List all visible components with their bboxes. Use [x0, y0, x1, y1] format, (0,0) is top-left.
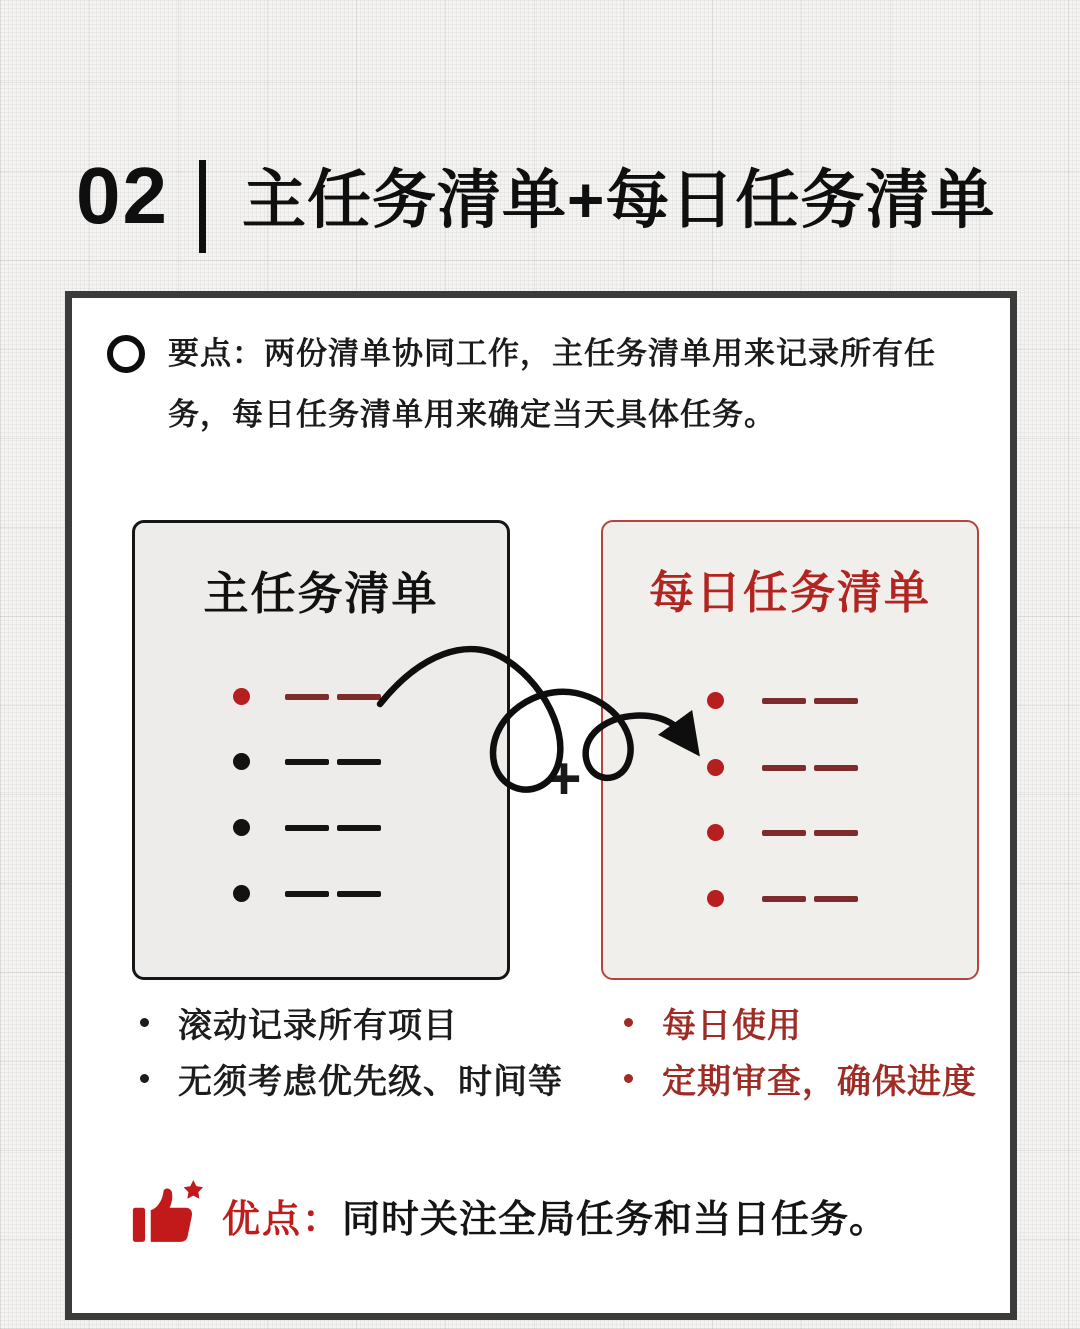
- curly-transfer-arrow-icon: [360, 616, 710, 816]
- bullet-dot-icon: [233, 753, 250, 770]
- dash-line: [337, 891, 381, 897]
- bullet-dot-icon: [624, 1018, 633, 1027]
- advantage-row: [128, 1176, 888, 1254]
- dash-line: [814, 830, 858, 836]
- dash-line: [762, 896, 806, 902]
- bullet-dot-icon: [707, 824, 724, 841]
- bullet-dot-icon: [233, 688, 250, 705]
- bullet-dot-icon: [624, 1074, 633, 1083]
- master-list-note-2: 无须考虑优先级、时间等: [140, 1054, 563, 1103]
- bullet-dot-icon: [140, 1074, 149, 1083]
- thumbs-up-star-icon: [128, 1176, 206, 1254]
- section-number: 02: [76, 151, 169, 240]
- dash-line: [285, 825, 329, 831]
- dash-line: [285, 759, 329, 765]
- master-list-note-1: 滚动记录所有项目: [140, 998, 458, 1047]
- daily-list-note-2: 定期审查，确保进度: [624, 1054, 977, 1103]
- daily-list-note-1: 每日使用: [624, 998, 802, 1047]
- advantage-text: 同时关注全局任务和当日任务。: [342, 1198, 889, 1241]
- circle-bullet-icon: [107, 335, 145, 373]
- dash-line: [762, 765, 806, 771]
- dash-line: [814, 698, 858, 704]
- dash-line: [337, 825, 381, 831]
- daily-task-list-title: 每日任务清单: [648, 567, 931, 618]
- keypoint-text: [168, 323, 1008, 445]
- bullet-dot-icon: [140, 1018, 149, 1027]
- master-task-list-title: 主任务清单: [203, 568, 439, 619]
- dash-line: [762, 698, 806, 704]
- keypoint-line-2: 务，每日任务清单用来确定当天具体任务。: [168, 397, 776, 432]
- bullet-dot-icon: [233, 885, 250, 902]
- keypoint-line-1: 要点：两份清单协同工作，主任务清单用来记录所有任: [168, 336, 936, 371]
- dash-line: [285, 694, 329, 700]
- dash-line: [814, 765, 858, 771]
- dash-line: [762, 830, 806, 836]
- plus-sign: +: [546, 745, 582, 812]
- bullet-dot-icon: [233, 819, 250, 836]
- header-divider-bar: [199, 160, 206, 253]
- content-box: [65, 291, 1017, 1320]
- advantage-label: 优点：: [222, 1198, 343, 1241]
- bullet-dot-icon: [707, 890, 724, 907]
- page-title: 主任务清单+每日任务清单: [242, 164, 996, 236]
- dash-line: [285, 891, 329, 897]
- dash-line: [814, 896, 858, 902]
